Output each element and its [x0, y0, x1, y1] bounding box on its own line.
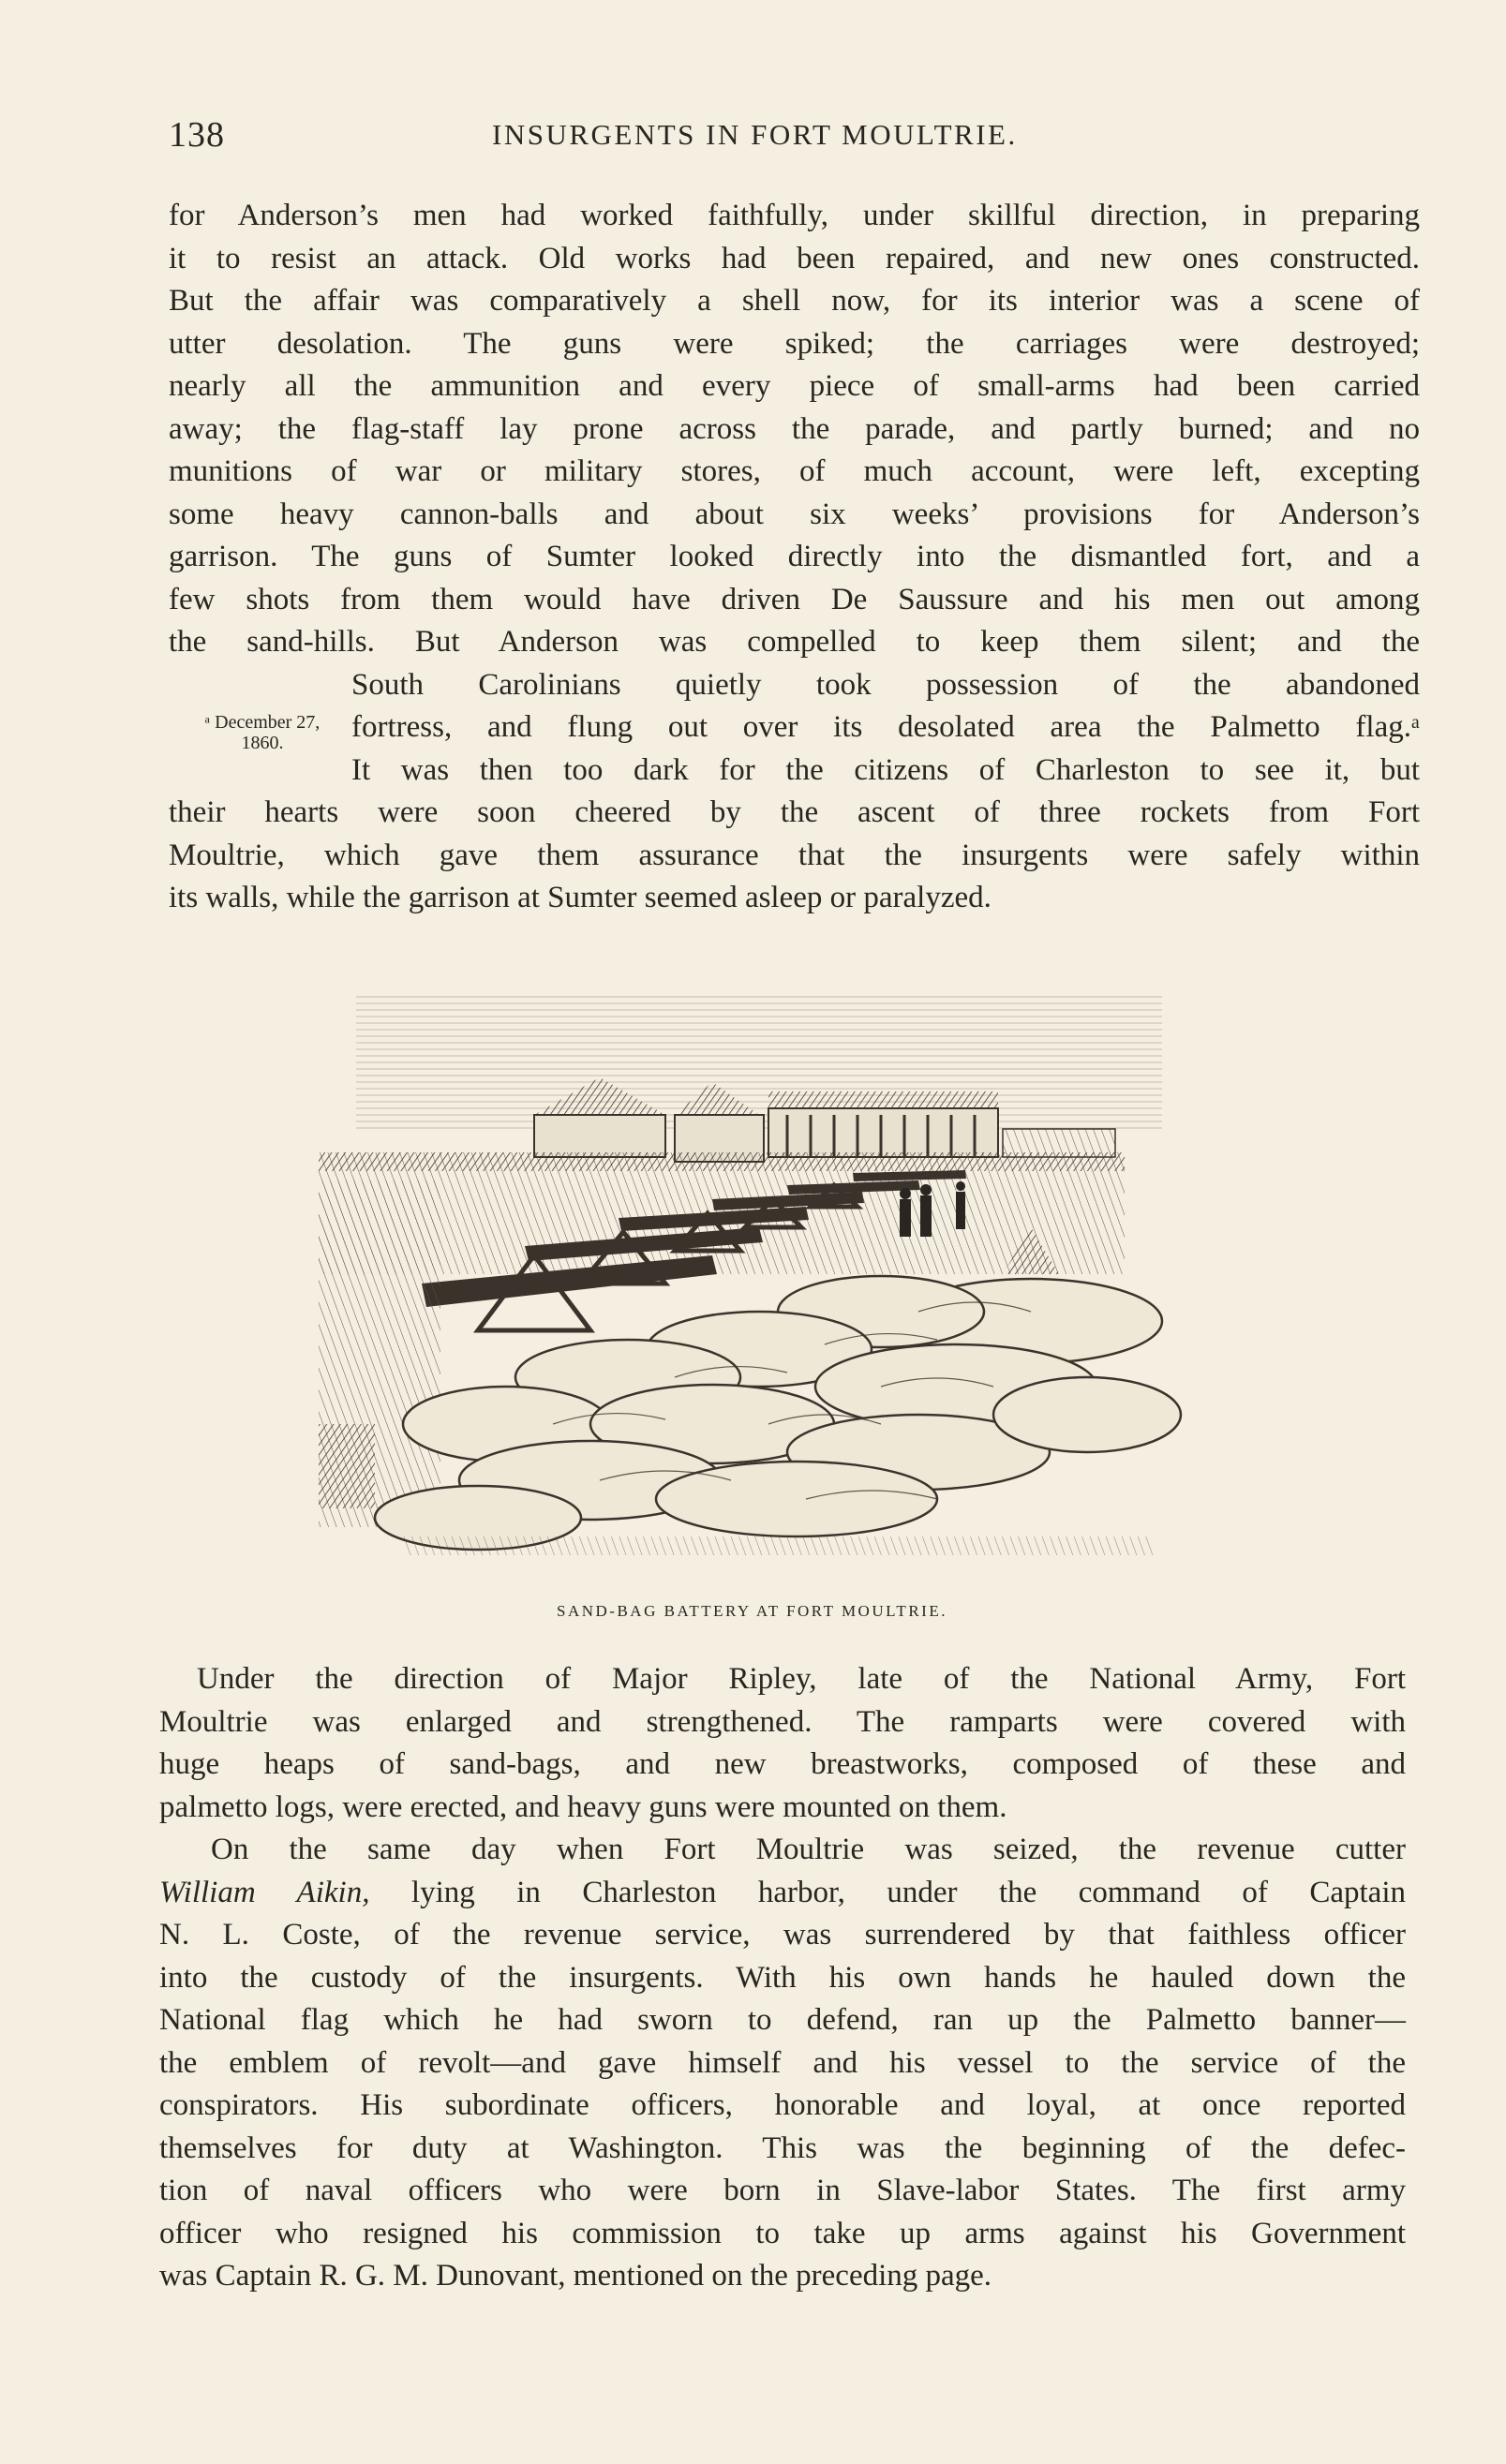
vessel-name: William Aikin,: [159, 1875, 370, 1909]
text-line: Moultrie, which gave them assurance that the insurgents were safely within: [169, 838, 1420, 872]
text-line: South Carolinians quietly took possession of the abandoned: [351, 667, 1420, 702]
sand-bags: [375, 1276, 1181, 1550]
text-line: was Captain R. G. M. Dunovant, mentioned on the preceding page.: [159, 2259, 992, 2293]
text-line: huge heaps of sand-bags, and new breastworks, composed of these and: [159, 1747, 1406, 1781]
text-line: N. L. Coste, of the revenue service, was surrendered by that faithless officer: [159, 1918, 1406, 1952]
margin-note-line: ᵃ December 27,: [204, 712, 321, 733]
margin-note-line: 1860.: [241, 733, 284, 753]
paragraph-anderson: [169, 195, 1420, 920]
text-line: the emblem of revolt—and gave himself and his vessel to the service of the: [159, 2045, 1406, 2080]
text-line: it to resist an attack. Old works had been repaired, and new ones constructed.: [169, 241, 1420, 275]
text-line: into the custody of the insurgents. With his own hands he hauled down the: [159, 1960, 1406, 1995]
text-line: tion of naval officers who were born in Slave-labor States. The first army: [159, 2174, 1406, 2207]
text-line: munitions of war or military stores, of much account, were left, excepting: [169, 454, 1420, 488]
text-line: away; the flag-staff lay prone across the parade, and partly burned; and no: [169, 411, 1420, 446]
text-line: their hearts were soon cheered by the ascent of three rockets from Fort: [169, 795, 1420, 829]
text-line: themselves for duty at Washington. This was the beginning of the defec-: [159, 2130, 1406, 2165]
engraving-sandbag-battery: [319, 974, 1185, 1579]
page-number: 138: [169, 115, 225, 155]
paragraph-ripley: [159, 1658, 1406, 2298]
text-line: conspirators. His subordinate officers, honorable and loyal, at once reported: [159, 2088, 1406, 2122]
figure-caption: SAND-BAG BATTERY AT FORT MOULTRIE.: [557, 1602, 947, 1620]
text-line: for Anderson’s men had worked faithfully, under skillful direction, in preparing: [169, 199, 1420, 232]
text-line: its walls, while the garrison at Sumter seemed asleep or paralyzed.: [169, 881, 992, 914]
text-line: few shots from them would have driven De Saussure and his men out among: [169, 582, 1420, 616]
page-header: [169, 114, 1424, 161]
text-line: fortress, and flung out over its desolated area the Palmetto flag.ᵃ: [351, 710, 1420, 744]
text-line: It was then too dark for the citizens of Charleston to see it, but: [351, 752, 1420, 787]
text-line: Under the direction of Major Ripley, late of the National Army, Fort: [197, 1662, 1406, 1696]
text-line: officer who resigned his commission to take up arms against his Government: [159, 2216, 1406, 2250]
text-line: some heavy cannon-balls and about six weeks’ provisions for Anderson’s: [169, 497, 1420, 531]
text-line: the sand-hills. But Anderson was compelled to keep them silent; and the: [169, 625, 1420, 659]
text-line: Moultrie was enlarged and strengthened. The ramparts were covered with: [159, 1704, 1406, 1739]
text-line: garrison. The guns of Sumter looked directly into the dismantled fort, and a: [169, 540, 1420, 573]
text-line: On the same day when Fort Moultrie was seized, the revenue cutter: [211, 1833, 1406, 1866]
text-line: palmetto logs, were erected, and heavy guns were mounted on them.: [159, 1789, 1007, 1824]
margin-note-date: [178, 712, 347, 753]
text-line: But the affair was comparatively a shell now, for its interior was a scene of: [169, 284, 1420, 318]
text-line: nearly all the ammunition and every piece of small-arms had been carried: [169, 369, 1420, 403]
running-head: INSURGENTS IN FORT MOULTRIE.: [492, 118, 1018, 151]
text-line-rest: lying in Charleston harbor, under the command of Captain: [369, 1875, 1406, 1909]
text-line: utter desolation. The guns were spiked; the carriages were destroyed;: [169, 326, 1420, 361]
text-line: [159, 1872, 1406, 1915]
text-line: National flag which he had sworn to defend, ran up the Palmetto banner—: [159, 2003, 1406, 2037]
